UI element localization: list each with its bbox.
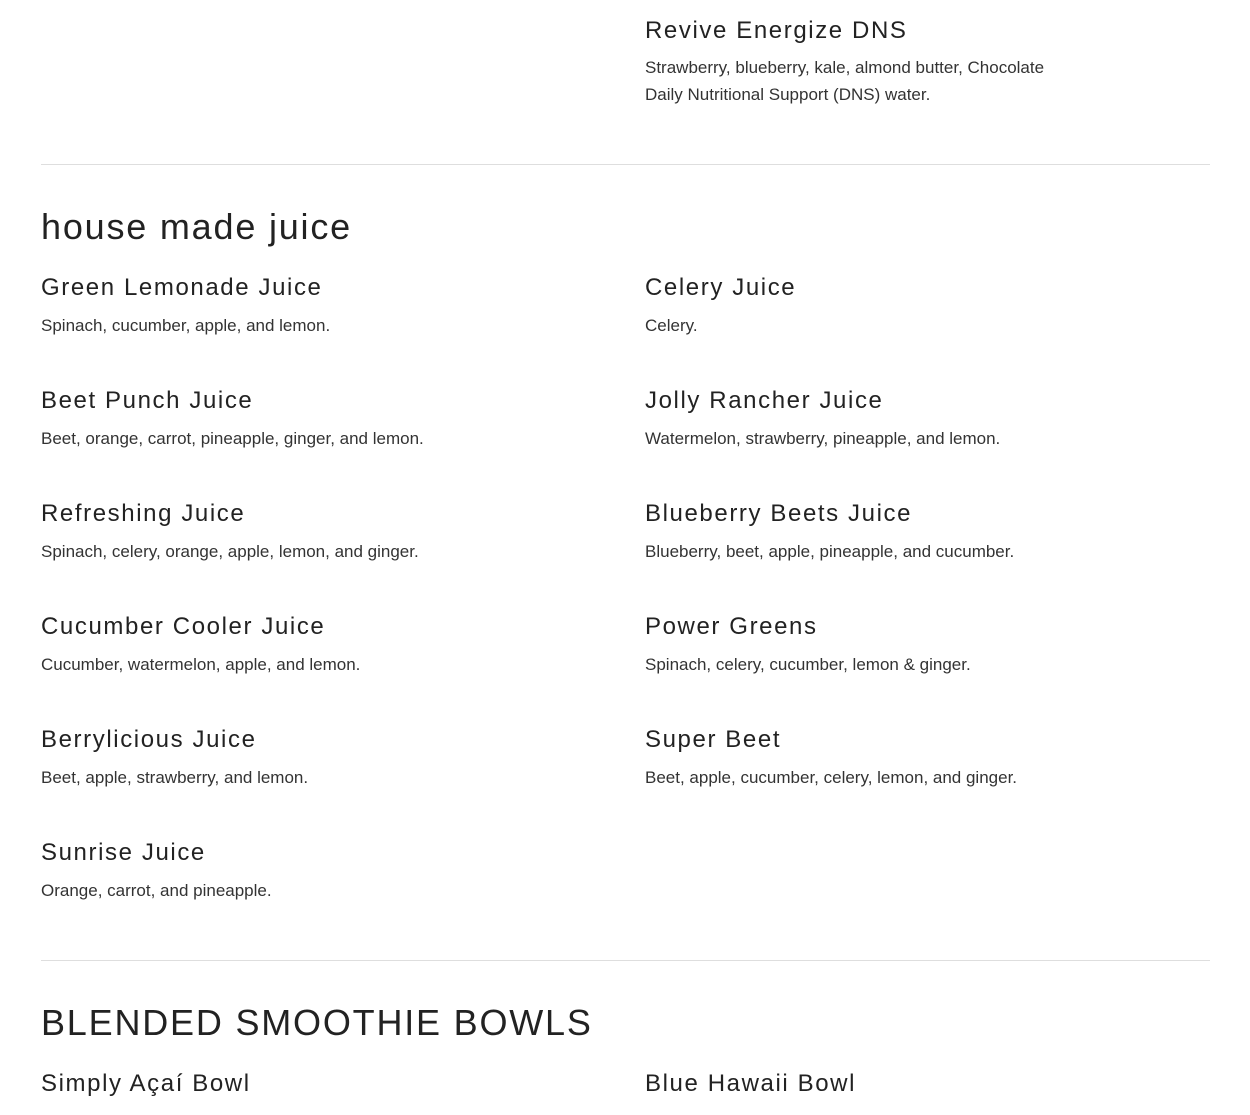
menu-item-description: Strawberry, blueberry, kale, almond butter, Chocolate [645,58,1045,77]
menu-item-name: Berrylicious Juice [41,726,257,753]
menu-item-description: Spinach, celery, orange, apple, lemon, and ginger. [41,542,419,561]
menu-item-description: Beet, apple, strawberry, and lemon. [41,768,309,787]
menu-item-description: Watermelon, strawberry, pineapple, and lemon. [645,429,1001,448]
menu-item-name: Blueberry Beets Juice [645,500,913,527]
menu-item-name: Beet Punch Juice [41,387,254,414]
menu-item-name: Blue Hawaii Bowl [645,1070,857,1097]
menu-item-description: Beet, orange, carrot, pineapple, ginger, and lemon. [41,429,424,448]
section-divider [41,960,1210,961]
menu-item-description: Spinach, celery, cucumber, lemon & ginger. [645,655,971,674]
menu-item-name: Power Greens [645,613,818,640]
menu-item-description: Spinach, cucumber, apple, and lemon. [41,316,331,335]
menu-item-name: Green Lemonade Juice [41,274,323,301]
menu-item-description: Celery. [645,316,698,335]
menu-item-description: Daily Nutritional Support (DNS) water. [645,85,931,104]
menu-item-description: Orange, carrot, and pineapple. [41,881,272,900]
menu-item-name: Simply Açaí Bowl [41,1070,251,1097]
menu-item-name: Sunrise Juice [41,839,206,866]
menu-item-description: Beet, apple, cucumber, celery, lemon, and ginger. [645,768,1018,787]
menu-item-description: Blueberry, beet, apple, pineapple, and cucumber. [645,542,1015,561]
section-title-bowls: BLENDED SMOOTHIE BOWLS [41,1002,593,1043]
menu-item-name: Cucumber Cooler Juice [41,613,326,640]
section-divider [41,164,1210,165]
menu-item-name: Refreshing Juice [41,500,246,527]
menu-item-name: Jolly Rancher Juice [645,387,884,414]
menu-item-name: Super Beet [645,726,782,753]
section-title-juice: house made juice [41,206,352,247]
menu-item-description: Cucumber, watermelon, apple, and lemon. [41,655,361,674]
menu-item-name: Celery Juice [645,274,797,301]
menu-item-name: Revive Energize DNS [645,17,908,44]
